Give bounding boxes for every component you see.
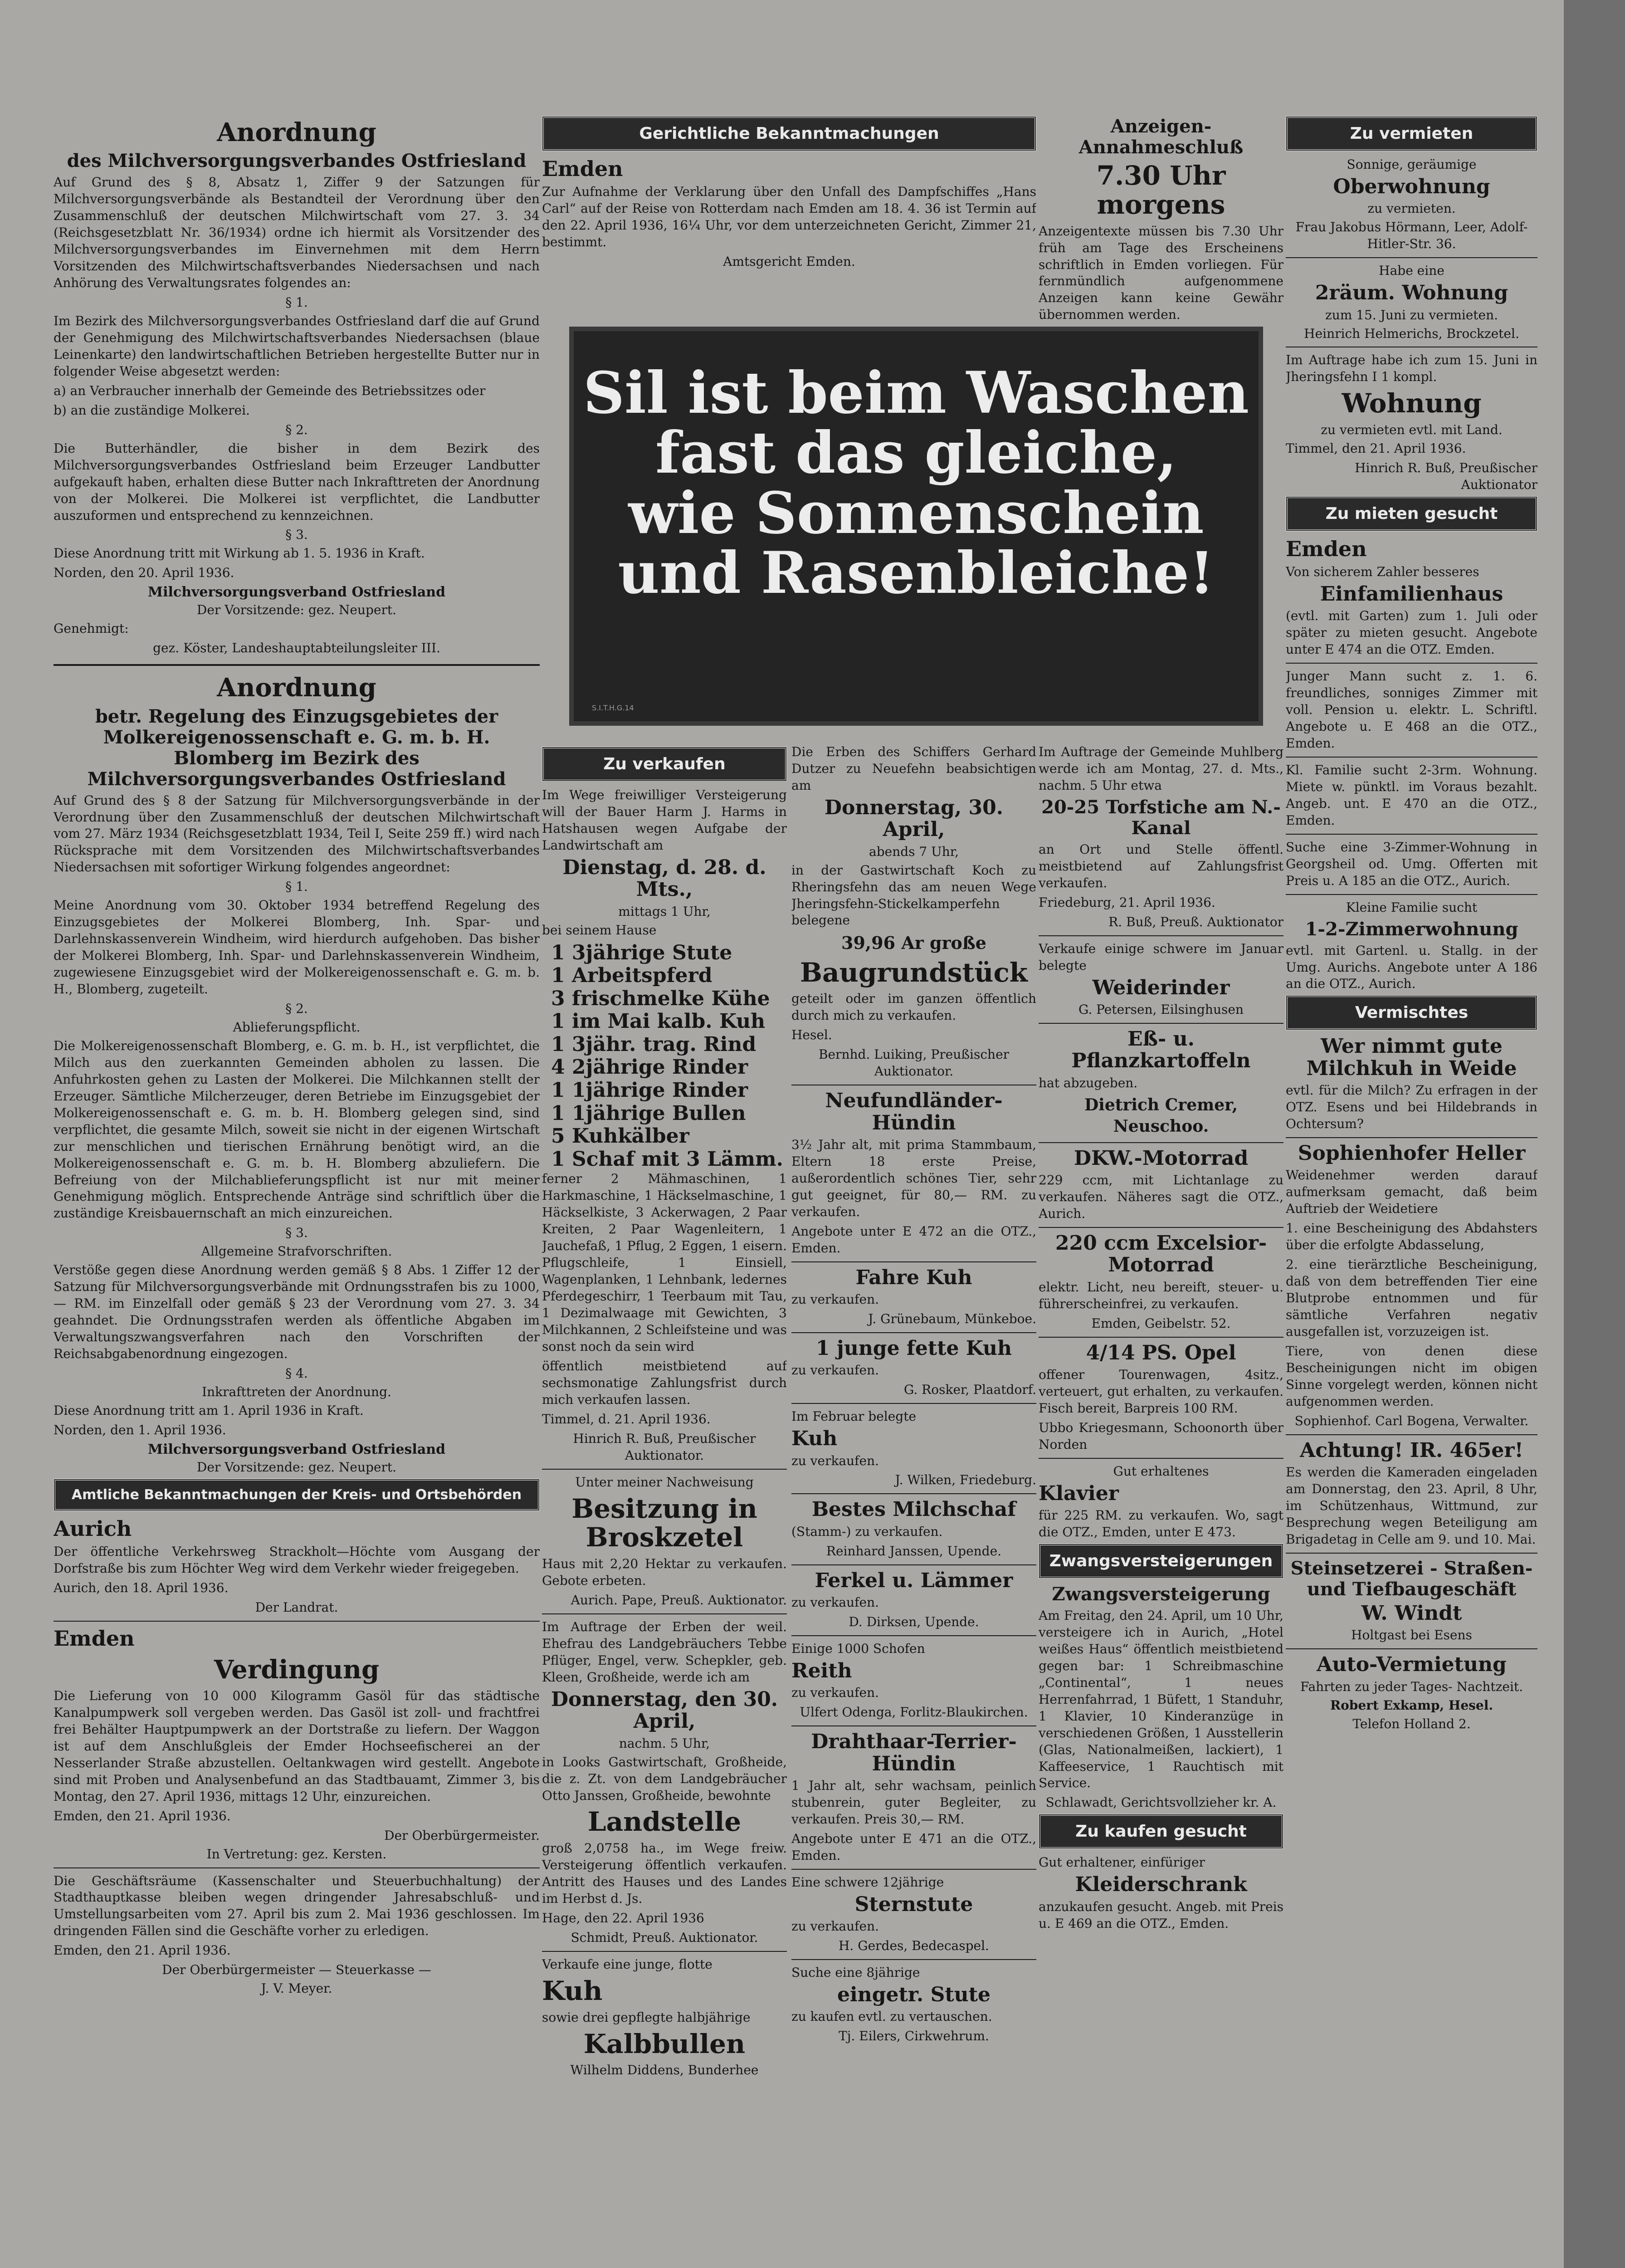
ad-text: Weidenehmer werden darauf aufmerksam gemacht, daß beim Auftrieb der Weidetiere xyxy=(1286,1168,1537,1217)
column-official-notices xyxy=(54,113,540,1999)
ad-title: Drahthaar-Terrier-Hündin xyxy=(811,1730,1017,1775)
ad-text: in Looks Gastwirtschaft, Großheide, die z. Zt. von dem Landgebräucher Otto Janssen, Großheide, bewohnte xyxy=(542,1754,787,1803)
ad-list-item: 1. eine Bescheinigung des Abdahsters über die erfolgte Abdasselung, xyxy=(1286,1221,1537,1253)
ad-signature: G. Petersen, Eilsinghusen xyxy=(1078,1002,1244,1017)
ad-text: (Stamm-) zu verkaufen. xyxy=(791,1524,943,1539)
livestock-item: 1 im Mai kalb. Kuh xyxy=(551,1010,766,1033)
section-banner-for-rent: Zu vermieten xyxy=(1286,116,1537,151)
notice-signature: Der Oberbürgermeister — Steuerkasse — xyxy=(162,1962,431,1978)
ad-text: zu vermieten. xyxy=(1367,201,1456,216)
notice-signature: Der Landrat. xyxy=(255,1599,338,1615)
ad-text: Es werden die Kameraden eingeladen am Donnerstag, den 23. April, 8 Uhr, im Schützenhaus, Wittmund, zur Besprechung wegen Beteiligung am Brigadetag in Celle am 9. und 10. Mai. xyxy=(1286,1465,1537,1547)
ad-place: Hesel. xyxy=(791,1027,832,1043)
ad-title: Oberwohnung xyxy=(1333,175,1490,198)
ad-title: Besitzung in Broskzetel xyxy=(571,1493,757,1553)
sil-slogan-line: wie Sonnenschein xyxy=(628,479,1204,547)
ad-text: ferner 2 Mähmaschinen, 1 Harkmaschine, 1 Häckselmaschine, 1 Häckselkiste, 3 Ackerwagen, 2 Paar Kreiten, 2 Paar Wagenleitern, 1 Jauchefaß, 1 Pflug, 2 Eggen, 1 eisern. Pflugschleife, 1 Einsiell, Wagenplanken, 1 Lehnbank, ledernes Pferdegeschirr, 1 Teerbaum mit Tau, 1 Dezimalwaage mit Gewichten, 3 Milchkannen, 2 Schleifsteine und was sonst noch da sein wird xyxy=(542,1171,787,1354)
ad-signature: R. Buß, Preuß. Auktionator xyxy=(1108,914,1283,929)
ad-text: Im Wege freiwilliger Versteigerung will der Bauer Harm J. Harms in Hatshausen wegen Aufgabe der Landwirtschaft am xyxy=(542,787,787,853)
ad-title: Achtung! IR. 465er! xyxy=(1300,1438,1523,1462)
ad-text: Angebote unter E 471 an die OTZ., Emden. xyxy=(791,1831,1036,1863)
livestock-item: 3 frischmelke Kühe xyxy=(551,987,770,1010)
ad-text: geteilt oder im ganzen öffentlich durch mich zu verkaufen. xyxy=(791,991,1036,1023)
ad-text: in der Gastwirtschaft Koch zu Rheringsfehn das am neuen Wege Jheringsfehn-Stickelkamperfehn belegene xyxy=(791,862,1036,928)
ad-title: 20-25 Torfstiche am N.-Kanal xyxy=(1041,796,1281,839)
ad-text: groß 2,0758 ha., im Wege freiw. Versteigerung öffentlich verkaufen. Antritt des Hauses und des Landes im Herbst d. Js. xyxy=(542,1841,787,1906)
deadline-text: Anzeigentexte müssen bis 7.30 Uhr früh am Tage des Erscheinens schriftlich in Emden vorliegen. Für fernmündlich aufgenommene Anzeigen kann keine Gewähr übernommen werden. xyxy=(1039,223,1283,322)
divider xyxy=(542,1613,787,1614)
notice-item: a) an Verbraucher innerhalb der Gemeinde des Betriebssitzes oder xyxy=(54,383,486,398)
notice-title: Verdingung xyxy=(214,1654,380,1685)
sil-slogan-line: fast das gleiche, xyxy=(655,419,1177,487)
ad-signature: Frau Jakobus Hörmann, Leer, Adolf-Hitler-Str. 36. xyxy=(1295,220,1528,252)
court-notices xyxy=(542,113,1036,322)
ad-signature: Reinhard Janssen, Upende. xyxy=(826,1543,1002,1559)
section-banner-wanted-to-rent: Zu mieten gesucht xyxy=(1286,496,1537,531)
ad-deadline-box xyxy=(1039,113,1283,322)
auction-date: Donnerstag, 30. April, xyxy=(824,796,1004,841)
notice-text: Diese Anordnung tritt mit Wirkung ab 1. 5. 1936 in Kraft. xyxy=(54,546,425,561)
ad-signature: J. Grünebaum, Münkeboe. xyxy=(868,1311,1036,1326)
ad-text: Tiere, von denen diese Bescheinigungen nicht im obigen Sinne vorgelegt werden, können nicht aufgenommen werden. xyxy=(1286,1343,1537,1409)
place-heading: Aurich xyxy=(54,1516,132,1541)
divider xyxy=(1286,1648,1537,1649)
ad-title: Einfamilienhaus xyxy=(1320,582,1503,606)
divider xyxy=(791,1332,1036,1333)
ad-text: Im Auftrage habe ich zum 15. Juni in Jheringsfehn I 1 kompl. xyxy=(1286,352,1537,385)
notice-text: Meine Anordnung vom 30. Oktober 1934 betreffend Regelung des Einzugsgebietes der Molkerei Blomberg, Inh. Spar- und Darlehnskassenverein Windheim, wird hierdurch aufgehoben. Das bisher der Molkerei Blomberg, Inh. Spar- und Darlehnskassenverein Windheim, zugewiesene Einzugsgebiet wird der Molkereigenossenschaft e. G. m. b. H., Blomberg, zugeteilt. xyxy=(54,898,540,997)
ad-title: Wohnung xyxy=(1342,388,1482,419)
notice-date: Aurich, den 18. April 1936. xyxy=(54,1580,229,1595)
section-banner-wanted-to-buy: Zu kaufen gesucht xyxy=(1039,1814,1283,1849)
ad-text: Gut erhaltenes xyxy=(1113,1463,1209,1479)
ad-signature: Bernhd. Luiking, Preußischer Auktionator. xyxy=(818,1047,1010,1079)
ad-text: evtl. für die Milch? Zu erfragen in der OTZ. Esens und bei Hildebrands in Ochtersum? xyxy=(1286,1083,1537,1132)
ad-text: Angebote unter E 472 an die OTZ., Emden. xyxy=(791,1223,1036,1256)
ad-title: Sternstute xyxy=(854,1892,973,1916)
section-mark: § 2. xyxy=(285,422,308,437)
notice-signature: Der Vorsitzende: gez. Neupert. xyxy=(196,602,397,618)
ad-title: Neufundländer-Hündin xyxy=(825,1089,1003,1134)
place-heading: Emden xyxy=(542,156,623,181)
ad-text: zu verkaufen. xyxy=(791,1363,879,1378)
divider xyxy=(791,1403,1036,1404)
section-title: Allgemeine Strafvorschriften. xyxy=(201,1244,392,1259)
ad-text: 39,96 Ar große xyxy=(841,933,986,953)
section-banner-miscellaneous: Vermischtes xyxy=(1286,995,1537,1030)
ad-text: zu vermieten evtl. mit Land. xyxy=(1321,422,1503,438)
ad-title: Kleiderschrank xyxy=(1075,1873,1247,1897)
column-sales-right xyxy=(791,744,1036,2268)
ad-title: Klavier xyxy=(1039,1481,1119,1505)
ad-text: Fahrten zu jeder Tages- Nachtzeit. xyxy=(1300,1679,1523,1694)
ad-text: Haus mit 2,20 Hektar zu verkaufen. Gebote erbeten. xyxy=(542,1556,787,1589)
ad-text: hat abzugeben. xyxy=(1039,1075,1138,1090)
ad-signature: D. Dirksen, Upende. xyxy=(849,1614,979,1630)
place-heading: Emden xyxy=(54,1626,135,1651)
ad-text: Verkaufe einige schwere im Januar belegte xyxy=(1039,941,1283,973)
livestock-list xyxy=(542,942,787,1171)
ad-text: offener Tourenwagen, 4sitz., verteuert, gut erhalten, zu verkaufen. Fisch bereit, Barpreis 100 RM. xyxy=(1039,1367,1283,1416)
ad-text: zu verkaufen. xyxy=(791,1291,879,1307)
ad-text: zum 15. Juni zu vermieten. xyxy=(1325,307,1498,323)
ad-signature: Hinrich R. Buß, Preußischer Auktionator. xyxy=(573,1431,756,1463)
ad-signature: Hinrich R. Buß, Preußischer Auktionator xyxy=(1355,460,1537,493)
divider xyxy=(1286,1553,1537,1554)
livestock-item: 1 3jähr. trag. Rind xyxy=(551,1032,756,1056)
divider xyxy=(1286,1434,1537,1435)
ad-signature: Schmidt, Preuß. Auktionator. xyxy=(571,1930,758,1945)
ad-text: 3½ Jahr alt, mit prima Stammbaum, Eltern 18 erste Preise, außerordentlich schönes Tier, sehr gut geeignet, für 80,— RM. zu verkaufen. xyxy=(791,1137,1036,1219)
auction-date: Dienstag, d. 28. d. Mts., xyxy=(562,855,766,901)
divider xyxy=(791,1959,1036,1960)
divider xyxy=(542,1469,787,1470)
livestock-item: 1 1jährige Rinder xyxy=(551,1079,748,1102)
ad-text: Im Auftrage der Erben der weil. Ehefrau des Landgebräuchers Tebbe Pflüger, Engel, verw. Schepkler, geb. Kleen, Großheide, werde ich am xyxy=(542,1619,787,1685)
ad-text: Holtgast bei Esens xyxy=(1351,1628,1472,1643)
ad-title: Kuh xyxy=(542,1975,603,2006)
sil-slogan-line: Sil ist beim Waschen xyxy=(583,359,1249,426)
divider xyxy=(1286,757,1537,758)
livestock-item: 5 Kuhkälber xyxy=(551,1124,689,1148)
ad-text: Gut erhaltener, einfüriger xyxy=(1039,1855,1205,1870)
ad-text: zu verkaufen. xyxy=(791,1453,879,1468)
notice-subtitle: betr. Regelung des Einzugsgebietes der Molkereigenossenschaft e. G. m. b. H. Blomberg im Bezirk des Milchversorgungsverbandes Ostfriesland xyxy=(87,705,506,790)
section-mark: § 1. xyxy=(285,295,308,310)
auction-time: abends 7 Uhr, xyxy=(869,844,959,859)
ad-title: 1-2-Zimmerwohnung xyxy=(1305,918,1518,940)
ad-date: Hage, den 22. April 1936 xyxy=(542,1911,704,1926)
section-mark: § 3. xyxy=(285,1225,308,1241)
ad-signature: Ubbo Kriegesmann, Schoonorth über Norden xyxy=(1039,1420,1283,1452)
ad-text: Junger Mann sucht z. 1. 6. freundliches, sonniges Zimmer mit voll. Pension u. elektr. L. Schriftl. Angebote u. E 468 an die OTZ., Emden. xyxy=(1286,669,1537,751)
ad-signature: W. Windt xyxy=(1361,1601,1462,1625)
divider xyxy=(1286,663,1537,664)
approval-signature: gez. Köster, Landeshauptabteilungsleiter III. xyxy=(153,640,440,656)
ad-title: Baugrundstück xyxy=(800,957,1028,988)
deadline-heading: Anzeigen-Annahmeschluß xyxy=(1078,116,1244,158)
ad-text: anzukaufen gesucht. Angeb. mit Preis u. E 469 an die OTZ., Emden. xyxy=(1039,1899,1283,1931)
notice-item: b) an die zuständige Molkerei. xyxy=(54,402,250,418)
ad-text: (evtl. mit Garten) zum 1. Juli oder später zu mieten gesucht. Angebote unter E 474 an die OTZ. Emden. xyxy=(1286,608,1537,657)
ad-date: Timmel, d. 21. April 1936. xyxy=(542,1411,711,1427)
ad-title: Reith xyxy=(791,1659,852,1682)
ad-text: Am Freitag, den 24. April, um 10 Uhr, versteigere ich in Aurich, „Hotel weißes Haus“ öffentlich meistbietend gegen bar: 1 Schreibmaschine „Continental“, 1 neues Herrenfahrrad, 1 Büfett, 1 Standuhr, 1 Klavier, 10 Kinderanzüge in verschiedenen Größen, 1 Ausstellerin (Glas, Nationalmeißen, lackiert), 1 Kaffeeservice, 1 Rauchtisch mit Service. xyxy=(1039,1608,1283,1791)
notice-title: Anordnung xyxy=(217,673,376,703)
notice-signature: Amtsgericht Emden. xyxy=(723,254,855,269)
section-title: Ablieferungspflicht. xyxy=(233,1019,361,1035)
ad-text: Die Erben des Schiffers Gerhard Dutzer zu Neuefehn beabsichtigen am xyxy=(791,744,1036,793)
ad-text: elektr. Licht, neu bereift, steuer- u. führerscheinfrei, zu verkaufen. xyxy=(1039,1279,1283,1311)
ad-title: Landstelle xyxy=(587,1806,742,1838)
ad-text: zu verkaufen. xyxy=(791,1595,879,1610)
ad-list-item: 2. eine tierärztliche Bescheinigung, daß von dem betreffenden Tier eine Blutprobe entnommen und für sämtliche Verfahren negativ ausgefallen ist, vorzuzeigen ist. xyxy=(1286,1257,1537,1339)
ad-text: Suche eine 3-Zimmer-Wohnung in Georgsheil od. Umg. Offerten mit Preis u. A 185 an die OTZ., Aurich. xyxy=(1286,839,1537,888)
ad-text: 229 ccm, mit Lichtanlage zu verkaufen. Näheres sagt die OTZ., Aurich. xyxy=(1039,1173,1283,1221)
divider xyxy=(54,1621,540,1622)
divider xyxy=(1286,834,1537,835)
ad-title: Ferkel u. Lämmer xyxy=(815,1569,1013,1592)
notice-text: Diese Anordnung tritt am 1. April 1936 in Kraft. xyxy=(54,1403,364,1418)
sil-advertisement xyxy=(569,327,1263,726)
ad-signature: Tj. Eilers, Cirkwehrum. xyxy=(839,2028,989,2044)
divider xyxy=(54,1867,540,1868)
ad-text: zu kaufen evtl. zu vertauschen. xyxy=(791,2009,992,2024)
divider xyxy=(791,1635,1036,1636)
notice-text: Verstöße gegen diese Anordnung werden gemäß § 8 Abs. 1 Ziffer 12 der Satzung für Milchversorgungsverbände mit Ordnungsstrafen bis zu 1000,— RM. im Einzelfall oder gemäß § 23 der Verordnung vom 27. 3. 34 geahndet. Die Ordnungsstrafen werden als öffentliche Abgaben im Verwaltungszwangsverfahren nach den Vorschriften der Reichsabgabenordnung eingezogen. xyxy=(54,1262,540,1362)
section-mark: § 1. xyxy=(285,879,308,894)
ad-text: sowie drei gepflegte halbjährige xyxy=(542,2009,751,2025)
divider xyxy=(791,1493,1036,1494)
ad-signature: Sophienhof. Carl Bogena, Verwalter. xyxy=(1294,1413,1529,1428)
ad-title: Auto-Vermietung xyxy=(1317,1653,1507,1677)
divider xyxy=(1039,1458,1283,1459)
divider xyxy=(791,1564,1036,1565)
sil-slogan xyxy=(574,331,1259,606)
ad-signature: Robert Exkamp, Hesel. xyxy=(1330,1697,1493,1713)
divider xyxy=(54,664,540,666)
ad-code: S.I.T.H.G.14 xyxy=(592,704,634,712)
notice-date: Emden, den 21. April 1936. xyxy=(54,1943,231,1958)
divider xyxy=(1286,1137,1537,1138)
deadline-time: 7.30 Uhr morgens xyxy=(1096,160,1226,220)
notice-text: Die Butterhändler, die bisher in dem Bezirk des Milchversorgungsverbandes Ostfriesland beim Erzeuger Landbutter aufgekauft haben, erhalten diese Butter nach Inkrafttreten der Anordnung von der Molkerei. Die Molkerei ist verpflichtet, die Landbutter auszuformen und entsprechend zu kennzeichnen. xyxy=(54,440,540,523)
notice-date: Emden, den 21. April 1936. xyxy=(54,1808,231,1823)
notice-signature: Der Vorsitzende: gez. Neupert. xyxy=(196,1459,397,1475)
section-banner-foreclosure: Zwangsversteigerungen xyxy=(1039,1544,1283,1579)
divider xyxy=(1039,935,1283,936)
notice-text: Die Geschäftsräume (Kassenschalter und Steuerbuchhaltung) der Stadthauptkasse bleiben wegen dringender Jahresabschluß- und Umstellungsarbeiten vom 27. April bis zum 2. Mai 1936 geschlossen. Im dringenden Fällen sind die Geschäfte vorher zu erledigen. xyxy=(54,1873,540,1939)
approval-label: Genehmigt: xyxy=(54,621,129,636)
column-rentals-misc xyxy=(1286,113,1537,2268)
ad-signature: Emden, Geibelstr. 52. xyxy=(1091,1315,1231,1331)
section-banner-official: Amtliche Bekanntmachungen der Kreis- und Ortsbehörden xyxy=(54,1479,540,1511)
section-mark: § 4. xyxy=(285,1366,308,1381)
divider xyxy=(791,1725,1036,1726)
ad-signature: Aurich. Pape, Preuß. Auktionator. xyxy=(571,1593,787,1608)
auction-time: nachm. 5 Uhr, xyxy=(619,1735,710,1751)
section-mark: § 3. xyxy=(285,527,308,543)
divider xyxy=(1039,1337,1283,1338)
auction-time: mittags 1 Uhr, xyxy=(618,904,711,919)
divider xyxy=(1039,1142,1283,1143)
notice-text: Im Bezirk des Milchversorgungsverbandes Ostfriesland darf die auf Grund der Genehmigung des Milchwirtschaftsverbandes Niedersachsen (blaue Leinenkarte) den landwirtschaftlichen Betrieben hergestellte Butter nur in folgender Weise abgesetzt werden: xyxy=(54,313,540,379)
section-banner-court: Gerichtliche Bekanntmachungen xyxy=(542,116,1036,151)
ad-title: Sophienhofer Heller xyxy=(1298,1142,1526,1165)
notice-date: Norden, den 20. April 1936. xyxy=(54,565,234,581)
ad-text: Habe eine xyxy=(1379,263,1444,279)
divider xyxy=(1286,257,1537,258)
ad-title: Bestes Milchschaf xyxy=(811,1498,1016,1521)
livestock-item: 1 Schaf mit 3 Lämm. xyxy=(551,1147,783,1171)
livestock-item: 1 Arbeitspferd xyxy=(551,964,712,987)
ad-text: Unter meiner Nachweisung xyxy=(575,1474,754,1490)
ad-text: bei seinem Hause xyxy=(542,922,657,938)
ad-text: zu verkaufen. xyxy=(791,1919,879,1934)
notice-text: Die Molkereigenossenschaft Blomberg, e. G. m. b. H., ist verpflichtet, die Milch aus den zuerkannten Gemeinden abholen zu lassen. Die Anfuhrkosten gehen zu Lasten der Molkerei. Die Milchkannen stellt der Erzeuger. Sämtliche Milcherzeuger, deren Betriebe im Einzugsgebiet der Molkereigenossenschaft e. G. m. b. H. Blomberg gelegen sind, sind verpflichtet, die gesamte Milch, soweit sie nicht in der eigenen Wirtschaft zur menschlichen und tierischen Ernährung benötigt wird, an die Molkereigenossenschaft e. G. m. b. H. Blomberg abzuliefern. Die Befreiung von der Milchablieferungspflicht ist nur mit meiner Genehmigung möglich. Entsprechende Anträge sind schriftlich über die zuständige Kreisbauernschaft an mich einzureichen. xyxy=(54,1038,540,1221)
ad-text: an Ort und Stelle öffentl. meistbietend auf Zahlungsfrist verkaufen. xyxy=(1039,841,1283,890)
livestock-item: 1 3jährige Stute xyxy=(551,941,732,964)
notice-signature: Der Oberbürgermeister. xyxy=(384,1828,540,1843)
ad-text: öffentlich meistbietend auf sechsmonatige Zahlungsfrist durch mich verkaufen lassen. xyxy=(542,1358,787,1407)
ad-text: Kl. Familie sucht 2-3rm. Wohnung. Miete w. pünktl. im Voraus bezahlt. Angeb. unt. E 470 an die OTZ., Emden. xyxy=(1286,762,1537,828)
ad-text: Einige 1000 Schofen xyxy=(791,1641,925,1657)
notice-text: Die Lieferung von 10 000 Kilogramm Gasöl für das städtische Kanalpumpwerk soll vergeben werden. Das Gasöl ist zoll- und frachtfrei frei Behälter Hauptpumpwerk an der Dortstraße zu liefern. Der Waggon ist auf dem Anschlußgleis der Emder Hochseefischerei an der Nesserlander Straße abzustellen. Oeltankwagen wird gestellt. Angebote sind mit Proben und Analysenbefund an das Stadtbauamt, Zimmer 3, bis Montag, den 27. April 1936, mittags 12 Uhr, einzureichen. xyxy=(54,1688,540,1804)
ad-signature: Ulfert Odenga, Forlitz-Blaukirchen. xyxy=(800,1705,1028,1720)
place-heading: Emden xyxy=(1286,536,1367,561)
ad-title: Fahre Kuh xyxy=(855,1266,972,1289)
ad-title: 2räum. Wohnung xyxy=(1315,281,1508,305)
ad-text: Von sicherem Zahler besseres xyxy=(1286,564,1479,579)
ad-text: Kleine Familie sucht xyxy=(1346,899,1478,915)
divider xyxy=(791,1869,1036,1870)
notice-organization: Milchversorgungsverband Ostfriesland xyxy=(147,1441,446,1457)
notice-signature: J. V. Meyer. xyxy=(261,1981,332,1996)
column-classifieds-3 xyxy=(1039,744,1283,2268)
livestock-item: 4 2jährige Rinder xyxy=(551,1056,748,1079)
ad-text: Im Februar belegte xyxy=(791,1409,917,1424)
section-mark: § 2. xyxy=(285,1001,308,1016)
ad-title: 220 ccm Excelsior-Motorrad xyxy=(1055,1231,1267,1277)
ad-signature: G. Rosker, Plaatdorf. xyxy=(904,1382,1036,1398)
auction-date: Donnerstag, den 30. April, xyxy=(551,1687,778,1733)
ad-title: Kalbbullen xyxy=(583,2028,746,2059)
ad-text: Im Auftrage der Gemeinde Muhlberg werde ich am Montag, 27. d. Mts., nachm. 5 Uhr etwa xyxy=(1039,744,1283,793)
ad-signature: Wilhelm Diddens, Bunderhee xyxy=(570,2063,759,2078)
ad-title: 4/14 PS. Opel xyxy=(1086,1341,1236,1364)
ad-text: Verkaufe eine junge, flotte xyxy=(542,1956,712,1972)
ad-text: 1 Jahr alt, sehr wachsam, peinlich stubenrein, guter Begleiter, zu verkaufen. Preis 30,— RM. xyxy=(791,1778,1036,1827)
ad-title: Kuh xyxy=(791,1427,838,1451)
notice-subtitle: des Milchversorgungsverbandes Ostfriesland xyxy=(67,150,527,172)
ad-title: Weiderinder xyxy=(1092,976,1230,999)
notice-text: Auf Grund des § 8, Absatz 1, Ziffer 9 der Satzungen für Milchversorgungsverbände als Bestandteil der Verordnung über den Zusammenschluß der deutschen Milchwirtschaft vom 27. 3. 34 (Reichsgesetzblatt Nr. 36/1934) ordne ich hiermit als Vorsitzender des Milchversorgungsverbandes im Einvernehmen mit dem Herrn Vorsitzenden des Milchwirtschaftsverbandes Niedersachsen und nach Anhörung des Verwaltungsrates folgendes an: xyxy=(54,175,540,291)
ad-signature: J. Wilken, Friedeburg. xyxy=(895,1472,1036,1488)
notice-organization: Milchversorgungsverband Ostfriesland xyxy=(147,584,446,601)
ad-title: Eß- u. Pflanzkartoffeln xyxy=(1071,1027,1251,1073)
ad-title: 1 junge fette Kuh xyxy=(815,1336,1012,1360)
ad-text: Eine schwere 12jährige xyxy=(791,1874,944,1890)
ad-signature: Dietrich Cremer, Neuschoo. xyxy=(1084,1095,1238,1136)
notice-text: Zur Aufnahme der Verklarung über den Unfall des Dampfschiffes „Hans Carl“ auf der Reise von Rotterdam nach Emden am 18. 4. 36 ist Termin auf den 22. April 1936, 16¼ Uhr, vor dem unterzeichneten Gericht, Zimmer 21, bestimmt. xyxy=(542,184,1036,249)
ad-signature: Schlawadt, Gerichtsvollzieher kr. A. xyxy=(1045,1795,1277,1810)
ad-text: für 225 RM. zu verkaufen. Wo, sagt die OTZ., Emden, unter E 473. xyxy=(1039,1508,1283,1540)
ad-title: Zwangsversteigerung xyxy=(1052,1583,1270,1605)
notice-text: Auf Grund des § 8 der Satzung für Milchversorgungsverbände in der Verordnung über den Zusammenschluß der deutschen Milchwirtschaft vom 27. März 1934 (Reichsgesetzblatt 1934, Teil I, Seite 259 ff.) wird nach Rücksprache mit dem Vorsitzenden des Milchwirtschaftsverbandes Niedersachsen mit sofortiger Wirkung folgendes angeordnet: xyxy=(54,792,540,875)
section-banner-for-sale: Zu verkaufen xyxy=(542,747,787,782)
sil-slogan-line: und Rasenbleiche! xyxy=(618,539,1215,606)
notice-title: Anordnung xyxy=(217,117,376,147)
section-title: Inkrafttreten der Anordnung. xyxy=(202,1384,391,1399)
notice-text: Der öffentliche Verkehrsweg Strackholt—Höchte vom Ausgang der Dorfstraße bis zum Höchter Weg wird dem Verkehr wieder freigegeben. xyxy=(54,1544,540,1576)
divider xyxy=(791,1261,1036,1262)
divider xyxy=(542,1951,787,1952)
ad-date: Friedeburg, 21. April 1936. xyxy=(1039,894,1215,910)
ad-text: evtl. mit Gartenl. u. Stallg. in der Umg. Aurichs. Angebote unter A 186 an die OTZ., Aurich. xyxy=(1286,943,1537,992)
ad-date: Timmel, den 21. April 1936. xyxy=(1286,441,1466,456)
divider xyxy=(1286,894,1537,895)
divider xyxy=(1039,1023,1283,1024)
ad-text: zu verkaufen. xyxy=(791,1685,879,1701)
ad-title: Steinsetzerei - Straßen- und Tiefbaugeschäft xyxy=(1290,1557,1533,1600)
ad-title: DKW.-Motorrad xyxy=(1074,1146,1249,1170)
ad-title: Wer nimmt gute Milchkuh in Weide xyxy=(1306,1035,1517,1080)
livestock-item: 1 1jährige Bullen xyxy=(551,1101,746,1125)
ad-signature: Heinrich Helmerichs, Brockzetel. xyxy=(1304,326,1519,341)
divider xyxy=(1039,1227,1283,1228)
ad-title: eingetr. Stute xyxy=(837,1983,991,2007)
page-edge xyxy=(1564,0,1625,2268)
column-sales-left xyxy=(542,744,787,2268)
notice-signature: In Vertretung: gez. Kersten. xyxy=(206,1846,387,1862)
ad-signature: H. Gerdes, Bedecaspel. xyxy=(839,1938,989,1954)
ad-text: Sonnige, geräumige xyxy=(1347,157,1477,172)
ad-text: Telefon Holland 2. xyxy=(1352,1716,1471,1731)
ad-text: Suche eine 8jährige xyxy=(791,1965,920,1980)
notice-date: Norden, den 1. April 1936. xyxy=(54,1422,226,1437)
